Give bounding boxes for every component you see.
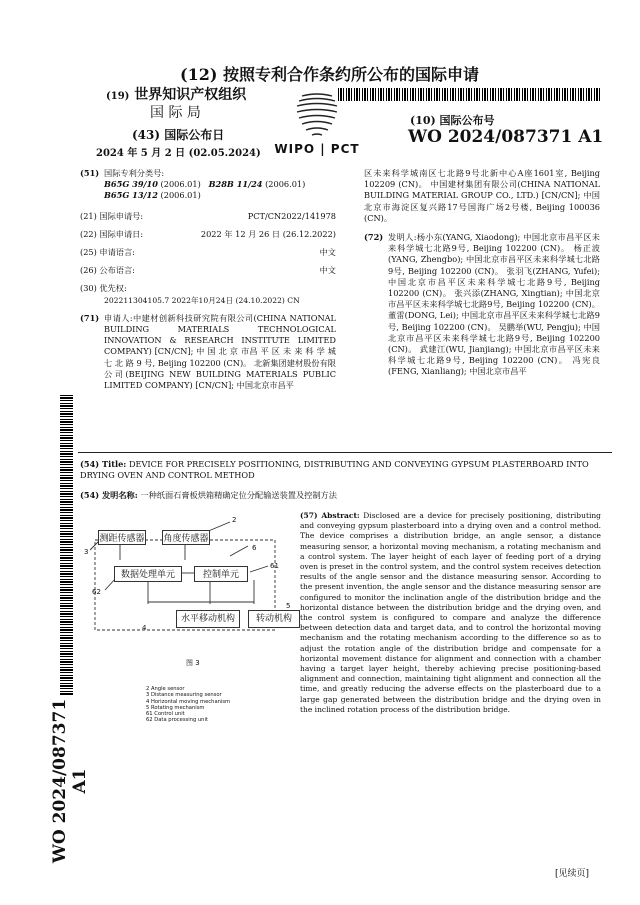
- wipo-logo-text: WIPO | PCT: [274, 142, 360, 156]
- horizontal-mechanism-box: 水平移动机构: [176, 610, 240, 628]
- priority-field: [80, 283, 336, 305]
- abstract: [300, 511, 601, 715]
- title-en-block: [80, 459, 602, 481]
- appdate-field: [80, 229, 336, 240]
- side-pubnum: WO 2024/087371 A1: [50, 698, 90, 864]
- applicant-text: 中建材创新科技研究院有限公司(CHINA NATIONAL BUILDING MATERIALS TECHNOLOGICAL INNOVATION & RESEARCH INSTITUTE LIMITED COMPANY) [CN/CN]; 中 国 北 京 市昌 平 区 未 来 科 学 城 七 北 路 9 号, Beijing 102200 (CN)。 北新集团建材股份有限公司(BEIJING NEW BUILDING MATERIALS PUBLIC LIMITED COMPANY) [CN/CN]; 中国北京市昌平: [104, 312, 336, 391]
- legend-item: 61 Control unit: [146, 711, 185, 718]
- org-name: 世界知识产权组织: [134, 87, 247, 103]
- ipc-label-text: 国际专利分类号:: [104, 168, 165, 178]
- ipc-3-ver: (2006.01): [160, 190, 201, 201]
- appno-label: (21) 国际申请号:: [80, 210, 144, 221]
- publang-field: [80, 265, 336, 276]
- applicant-label-text: 申请人:: [104, 312, 133, 323]
- appno-field: [80, 211, 336, 222]
- ref-3: 3: [84, 548, 89, 556]
- ref-2: 2: [232, 516, 237, 524]
- top-barcode: [338, 88, 602, 101]
- angle-sensor-box: 角度传感器: [162, 530, 210, 545]
- wipo-emblem-icon: [272, 90, 362, 140]
- side-barcode: [60, 395, 73, 695]
- rotating-mechanism-box: 转动机构: [248, 610, 300, 628]
- applicant-field: (71) 申请人:中建材创新科技研究院有限公司(CHINA NATIONAL BUILDING MATERIALS TECHNOLOGICAL INNOVATION & RESEARCH INSTITUTE LIMITED COMPANY) [CN/CN]; 中 国 北 京 市昌 平 区 未 来 科 学 城 七 北 路 9 号, Beijing 102200 (CN)。 北新集团建材股份有限公司(BEIJING NEW BUILDING MATERIALS PUBLIC LIMITED COMPANY) [CN/CN]; 中国北京市昌平: [80, 312, 336, 391]
- ipc-field: (51) 国际专利分类号: B65G 39/10 (2006.01) B28B 11/24 (2006.01) B65G 13/12 (2006.01): [80, 168, 306, 201]
- publang: 中文: [319, 265, 336, 276]
- legend-item: 2 Angle sensor: [146, 686, 185, 692]
- org-block: [106, 84, 246, 104]
- legend-item: 62 Data processing unit: [146, 717, 208, 724]
- appno: PCT/CN2022/141978: [247, 210, 336, 221]
- appdate: 2022 年 12 月 26 日 (26.12.2022): [200, 228, 336, 239]
- ipc-2-ver: (2006.01): [265, 179, 306, 190]
- ref-62: 62: [92, 588, 101, 596]
- legend-item: 3 Distance measuring sensor: [146, 692, 222, 699]
- legend-item: 5 Rotating mechanism: [146, 704, 205, 711]
- abstract-label: (57) Abstract:: [300, 511, 360, 520]
- ref-4: 4: [142, 624, 147, 632]
- wipo-logo: [272, 90, 362, 156]
- right-column: [364, 168, 600, 378]
- title-en-label: (54) Title:: [80, 459, 127, 469]
- control-unit-box: 控制单元: [194, 566, 248, 582]
- pubdate: 2024 年 5 月 2 日 (02.05.2024): [96, 148, 261, 159]
- ipc-1-ver: (2006.01): [160, 179, 201, 190]
- inventor-field: (72) 发明人:杨小东(YANG, Xiaodong); 中国北京市昌平区未来科学城七北路9号, Beijing 102200 (CN)。 杨正波(YANG, Zhengbo); 中国北京市昌平区未来科学城七北路9号, Beijing 102200 (CN)。 张羽飞(ZHANG, Yufei); 中国北京市昌平区未来科学城七北路9号, Beijing 102200 (CN)。 张兴添(ZHANG, Xingtian); 中国北京市昌平区未来科学城七北路9号, Beijing 102200 (CN)。 董雷(DONG, Lei); 中国北京市昌平区未来科学城七北路9号, Beijing 102200 (CN)。 吴鹏举(WU, Pengju); 中国北京市昌平区未来科学城七北路9号, Beijing 102200 (CN)。 武建江(WU, Jianjiang); 中国北京市昌平区未来科学城七北路9号, Beijing 102200 (CN)。 冯宪良(FENG, Xianliang); 中国北京市昌平: [364, 232, 600, 377]
- lang: 中文: [319, 247, 336, 258]
- lang-label: (25) 申请语言:: [80, 247, 135, 258]
- title-cn-label: (54) 发明名称:: [80, 490, 138, 500]
- priority: 202211304105.7 2022年10月24日 (24.10.2022) CN: [104, 295, 300, 305]
- pubnum-label: (10) 国际公布号: [410, 114, 495, 127]
- inventor-text: 杨小东(YANG, Xiaodong); 中国北京市昌平区未来科学城七北路9号, Beijing 102200 (CN)。 杨正波(YANG, Zhengbo); 中国北京市昌平区未来科学城七北路9号, Beijing 102200 (CN)。 张羽飞(ZHANG, Yufei); 中国北京市昌平区未来科学城七北路9号, Beijing 102200 (CN)。 张兴添(ZHANG, Xingtian); 中国北京市昌平区未来科学城七北路9号, Beijing 102200 (CN)。 董雷(DONG, Lei); 中国北京市昌平区未来科学城七北路9号, Beijing 102200 (CN)。 吴鹏举(WU, Pengju); 中国北京市昌平区未来科学城七北路9号, Beijing 102200 (CN)。 武建江(WU, Jianjiang); 中国北京市昌平区未来科学城七北路9号, Beijing 102200 (CN)。 冯宪良(FENG, Xianliang); 中国北京市昌平: [388, 232, 600, 377]
- title-cn: 一种纸面石膏板烘箱精确定位分配输送装置及控制方法: [140, 490, 337, 500]
- priority-label: (30) 优先权:: [80, 283, 127, 294]
- distance-sensor-box: 测距传感器: [98, 530, 146, 545]
- lang-field: [80, 247, 336, 258]
- pubdate-label: (43) 国际公布日: [132, 128, 225, 142]
- left-column: [80, 168, 336, 391]
- doc-title: (12) 按照专利合作条约所公布的国际申请: [180, 65, 479, 84]
- publang-label: (26) 公布语言:: [80, 265, 135, 276]
- ref-61: 61: [270, 562, 279, 570]
- abstract-text: Disclosed are a device for precisely positioning, distributing and conveying gypsum plasterboard into a drying oven and a control method. The device comprises a distribution bridge, an angle sensor, a distance measuring sensor, a horizontal moving mechanism, a rotating mechanism and a control system. The layer height of each layer of feeding port of a drying oven is preset in the control system, and the control system receives detection results of the angle sensor and the distance measuring sensor. According to the present invention, the angle sensor and the distance measuring sensor are configured to monitor the inclination angle of the distribution bridge and the horizontal distance between the distribution bridge and the drying oven, and the control system is configured to compare and analyze the difference between detection data and target data, and to control the horizontal moving mechanism and the rotating mechanism according to the difference so as to adjust the rotation angle of the distribution bridge and compensate for a horizontal movement distance for alignment and connection with a chamber having a target layer height, thereby achieving precise positioning-based alignment and connection, maintaining tight alignment and connection all the time, and greatly reducing the adverse effects on the plasterboard due to a large gap generated between the distribution bridge and the drying oven in the inclined rotation process of the distribution bridge.: [300, 511, 601, 714]
- applicant-cont: 区未来科学城南区七北路9号北新中心A座1601室, Beijing 102209 (CN)。 中国建材集团有限公司(CHINA NATIONAL BUILDING MATERIAL GROUP CO., LTD.) [CN/CN]; 中国北京市海淀区复兴路17号国海广场2号楼, Beijing 100036 (CN)。: [364, 168, 600, 223]
- ipc-3: B65G 13/12: [104, 190, 158, 201]
- appdate-label: (22) 国际申请日:: [80, 228, 144, 239]
- figure-caption: 图 3: [186, 659, 200, 667]
- org-sub: 国 际 局: [150, 105, 201, 121]
- org-number: (19): [106, 91, 130, 102]
- inventor-label-text: 发明人:: [388, 232, 417, 243]
- title-cn-block: [80, 490, 602, 501]
- ref-5: 5: [286, 602, 291, 610]
- title-en: DEVICE FOR PRECISELY POSITIONING, DISTRIBUTING AND CONVEYING GYPSUM PLASTERBOARD INTO DRYING OVEN AND CONTROL METHOD: [80, 459, 589, 481]
- ipc-1: B65G 39/10: [104, 179, 158, 190]
- ipc-2: B28B 11/24: [208, 179, 263, 190]
- continued-note: [见续页]: [555, 869, 590, 879]
- pubnum: WO 2024/087371 A1: [408, 127, 604, 147]
- data-processing-box: 数据处理单元: [114, 566, 182, 582]
- ref-6: 6: [252, 544, 257, 552]
- figure-legend: [146, 686, 230, 724]
- legend-item: 4 Horizontal moving mechanism: [146, 698, 231, 705]
- figure-3: [80, 512, 300, 732]
- divider: [78, 452, 612, 453]
